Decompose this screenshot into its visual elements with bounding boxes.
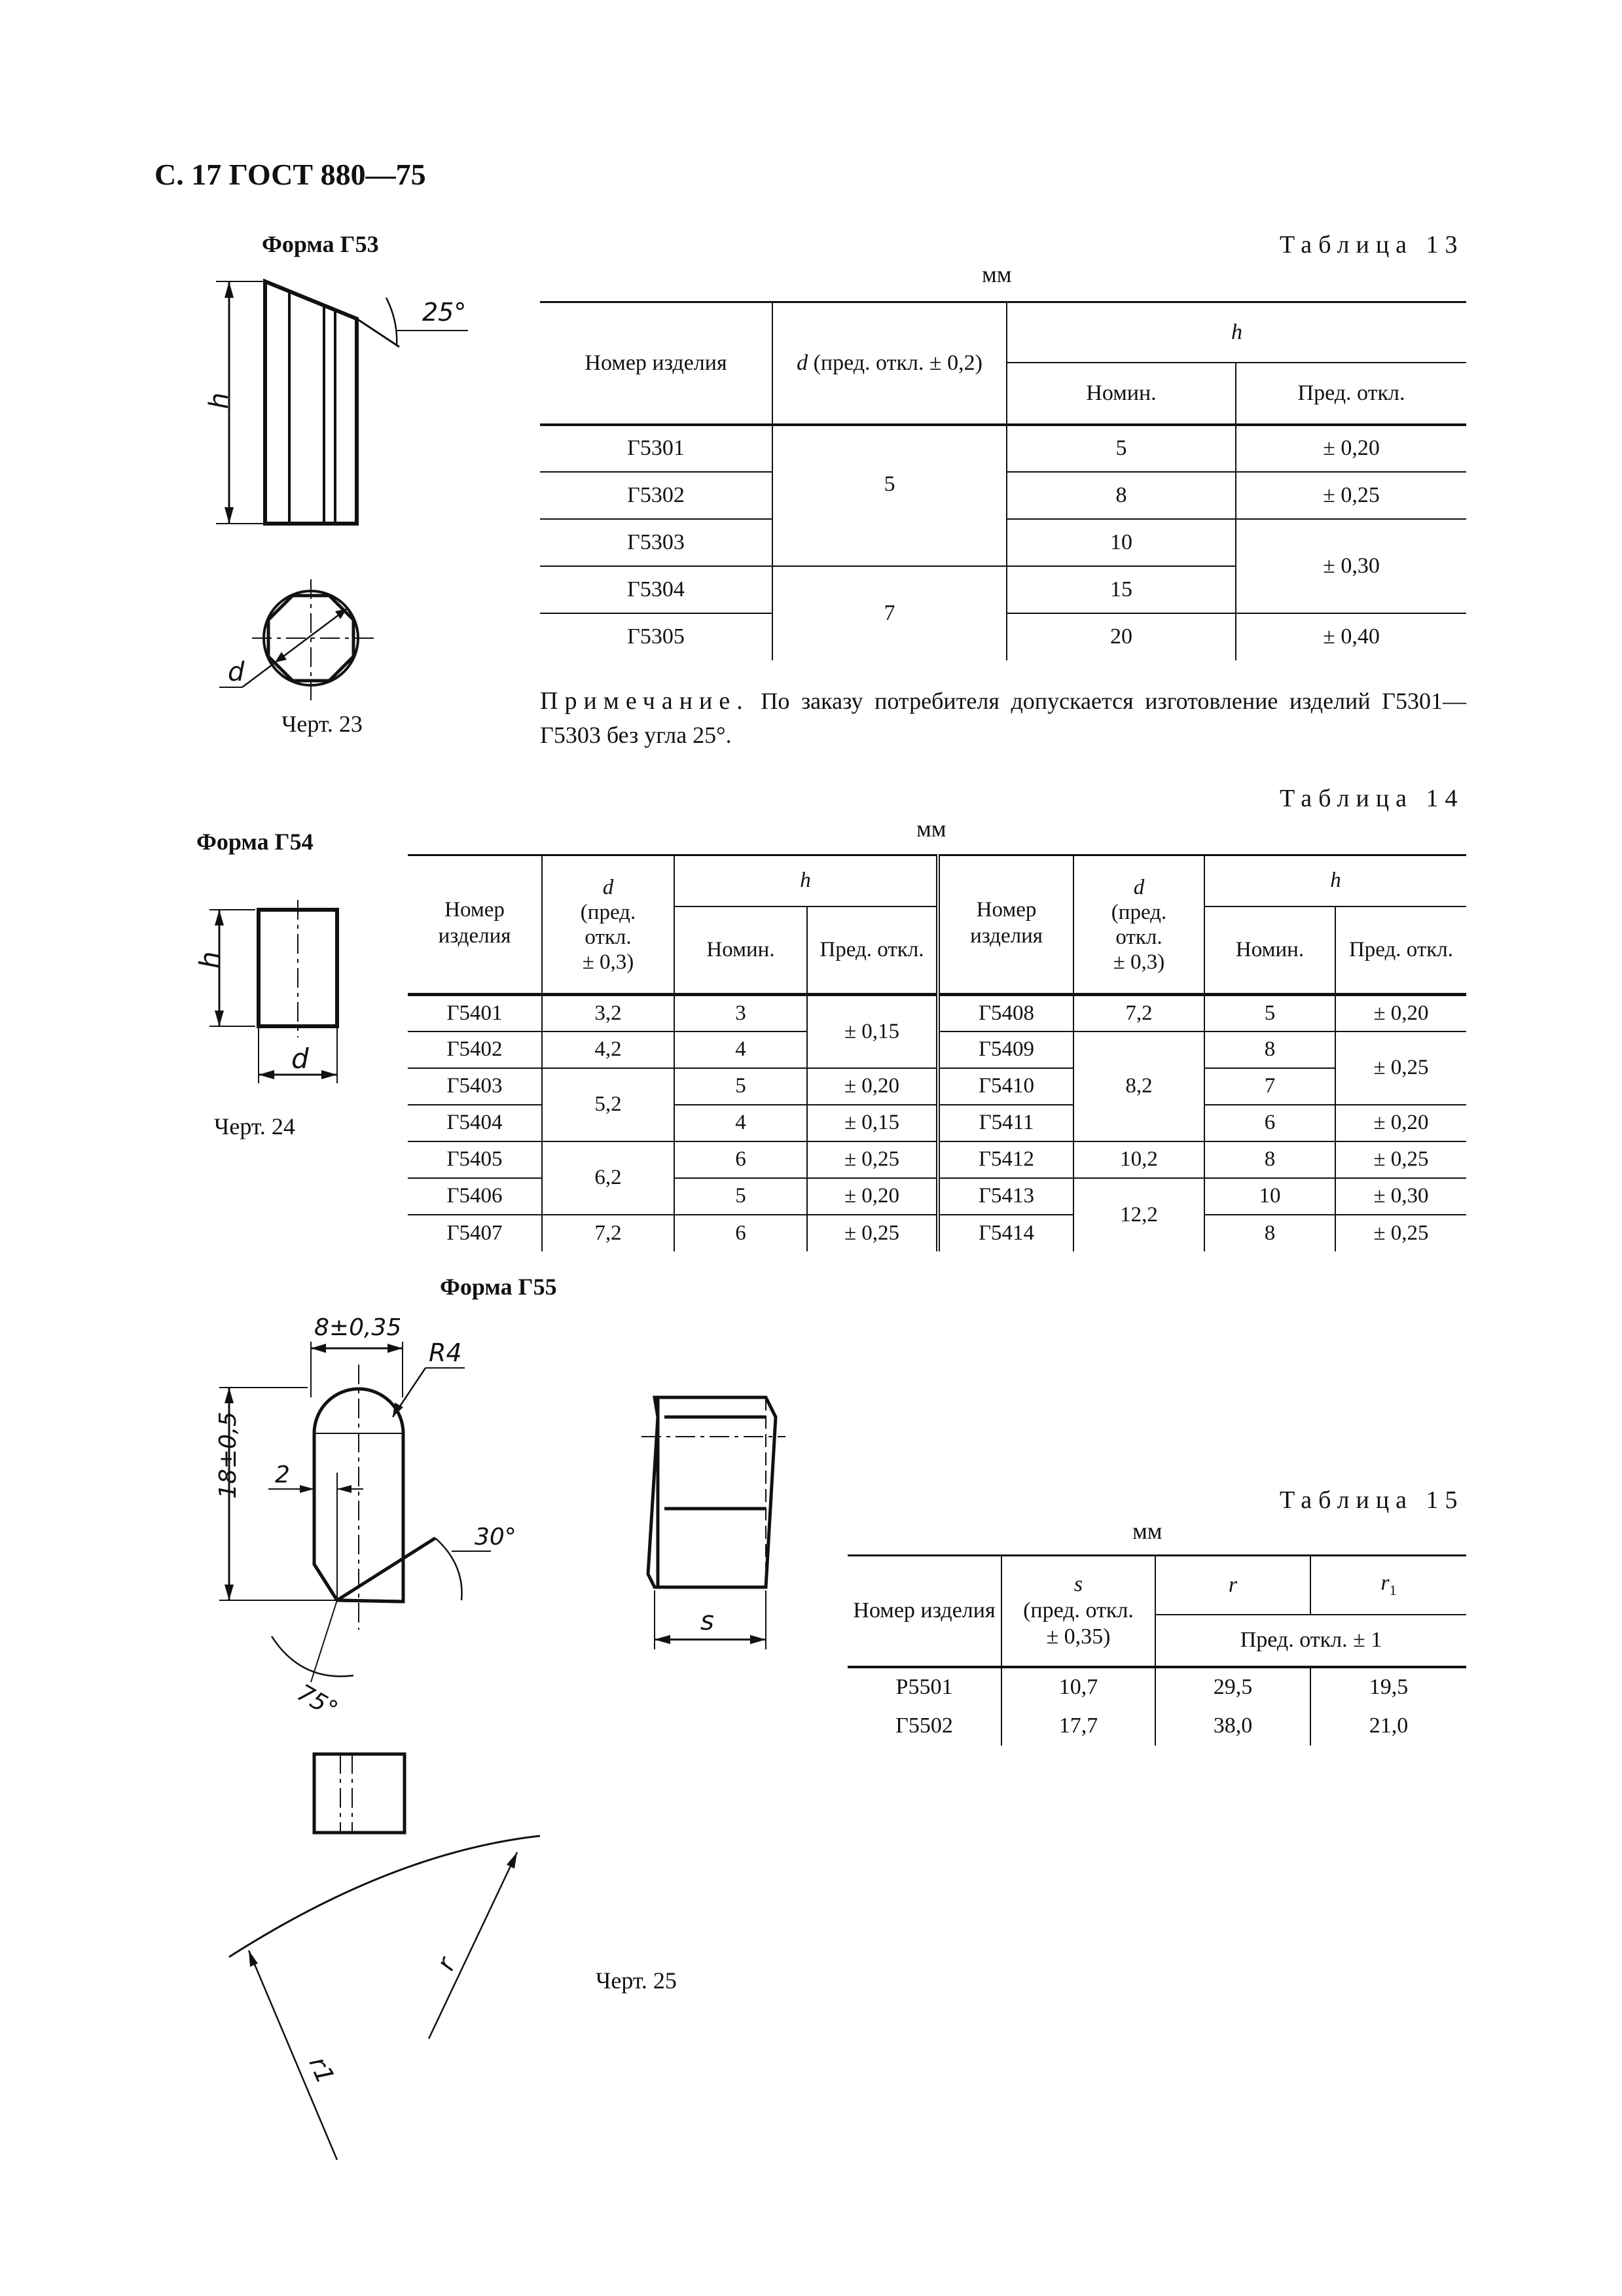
table-row: Г5404 4 ± 0,15 Г5411 6 ± 0,20 <box>408 1105 1466 1141</box>
table15-col-s: s (пред. откл. ± 0,35) <box>1001 1556 1155 1667</box>
d-label: d <box>228 657 245 687</box>
table14-col-d-right: d (пред. откл. ± 0,3) <box>1073 855 1204 995</box>
form-g54-drawing <box>183 897 373 1106</box>
table15-title: Таблица 15 <box>1280 1486 1464 1514</box>
table-row: Г5402 4,2 4 Г5409 8,2 8 ± 0,25 <box>408 1031 1466 1068</box>
table-row: Г5405 6,2 6 ± 0,25 Г5412 10,2 8 ± 0,25 <box>408 1141 1466 1178</box>
dim-r-label: r <box>431 1953 461 1975</box>
form-g53-drawing <box>190 262 491 733</box>
table13-col-h: h <box>1007 302 1466 363</box>
dim-angle75-label: 75° <box>292 1679 342 1724</box>
dim-s-label: s <box>700 1606 714 1636</box>
table13-unit: мм <box>982 261 1012 287</box>
table14-col-item-right: Номер изделия <box>938 855 1073 995</box>
table13-col-item: Номер изделия <box>540 302 772 425</box>
dim-offset-label: 2 <box>275 1462 290 1488</box>
table14-col-h-left: h <box>674 855 938 906</box>
table-row: Г5304 7 15 <box>540 566 1466 613</box>
table14-title: Таблица 14 <box>1280 785 1464 812</box>
table-row: Р5501 10,7 29,5 19,5 <box>848 1667 1466 1706</box>
table-row: Г5407 7,2 6 ± 0,25 Г5414 8 ± 0,25 <box>408 1215 1466 1251</box>
table-row: Г5303 10 ± 0,30 <box>540 519 1466 566</box>
table15 <box>848 1554 1466 1746</box>
table-row: Г5401 3,2 3 ± 0,15 Г5408 7,2 5 ± 0,20 <box>408 995 1466 1031</box>
dim-height-label: 18±0,5 <box>215 1411 242 1499</box>
table13-note: Примечание. По заказу потребителя допускается изготовление изделий Г5301—Г5303 без угла 25°. <box>540 687 1466 748</box>
table-row: Г5301 5 5 ± 0,20 <box>540 425 1466 472</box>
d-label: d <box>291 1043 309 1075</box>
table13-col-d: d (пред. откл. ± 0,2) <box>772 302 1007 425</box>
form-g54-title: Форма Г54 <box>196 829 314 855</box>
form-g55-main-drawing <box>177 1302 543 2179</box>
table13-col-dev: Пред. откл. <box>1236 363 1466 425</box>
dim-r1-label: r1 <box>303 2053 340 2088</box>
dim-width-label: 8±0,35 <box>314 1314 402 1341</box>
caption-cher24: Черт. 24 <box>214 1113 295 1139</box>
page-header: С. 17 ГОСТ 880—75 <box>154 158 426 191</box>
table14-unit: мм <box>916 816 946 842</box>
table-row: Г5406 5 ± 0,20 Г5413 12,2 10 ± 0,30 <box>408 1178 1466 1215</box>
table-row: Г5302 8 ± 0,25 <box>540 472 1466 519</box>
table15-unit: мм <box>1132 1518 1162 1544</box>
dim-angle30-label: 30° <box>475 1524 516 1551</box>
table15-col-item: Номер изделия <box>848 1556 1001 1667</box>
table14-col-d-left: d (пред. откл. ± 0,3) <box>542 855 674 995</box>
form-g55-side-drawing <box>635 1388 805 1662</box>
table15-col-r: r <box>1155 1556 1310 1615</box>
dim-radius-label: R4 <box>429 1338 462 1367</box>
table13-title: Таблица 13 <box>1280 231 1464 259</box>
caption-cher25: Черт. 25 <box>596 1967 677 1994</box>
form-g53-title: Форма Г53 <box>262 231 379 257</box>
table15-col-r1: $r_1$ <box>1310 1556 1466 1615</box>
table13-col-nom: Номин. <box>1007 363 1236 425</box>
table-row: Г5403 5,2 5 ± 0,20 Г5410 7 <box>408 1068 1466 1105</box>
table15-col-dev: Пред. откл. ± 1 <box>1155 1615 1466 1667</box>
h-label: h <box>204 392 234 409</box>
table14-col-h-right: h <box>1204 855 1466 906</box>
table-row: Г5502 17,7 38,0 21,0 <box>848 1706 1466 1746</box>
table-row: Г5305 20 ± 0,40 <box>540 613 1466 660</box>
table14-col-item-left: Номер изделия <box>408 855 542 995</box>
h-label: h <box>194 951 226 969</box>
form-g55-title: Форма Г55 <box>440 1274 557 1300</box>
caption-cher23: Черт. 23 <box>281 711 363 737</box>
table13 <box>540 301 1466 660</box>
angle-25-label: 25° <box>422 298 467 327</box>
table14: Номер изделия d (пред. откл. ± 0,3) h Номер изделия d (пред. откл. ± 0,3) h Номин. Пред. откл. Номин. Пред. откл. Г5401 3,2 3 ± 0,15 Г5408 7,2 5 ± 0,20 Г5402 4,2 4 Г5409 8,2 8 ± 0,25 Г5403 5,2 5 ± 0,20 Г5410 7 Г5404 4 ± 0,15 Г5411 6 ± 0,20 Г5405 6,2 6 ± 0,25 Г5412 10,2 8 ± 0,25 Г5406 5 ± 0,20 Г5413 12,2 10 ± 0,30 Г5407 7,2 6 ± 0,25 Г5414 8 ± 0,25 <box>408 854 1466 1251</box>
